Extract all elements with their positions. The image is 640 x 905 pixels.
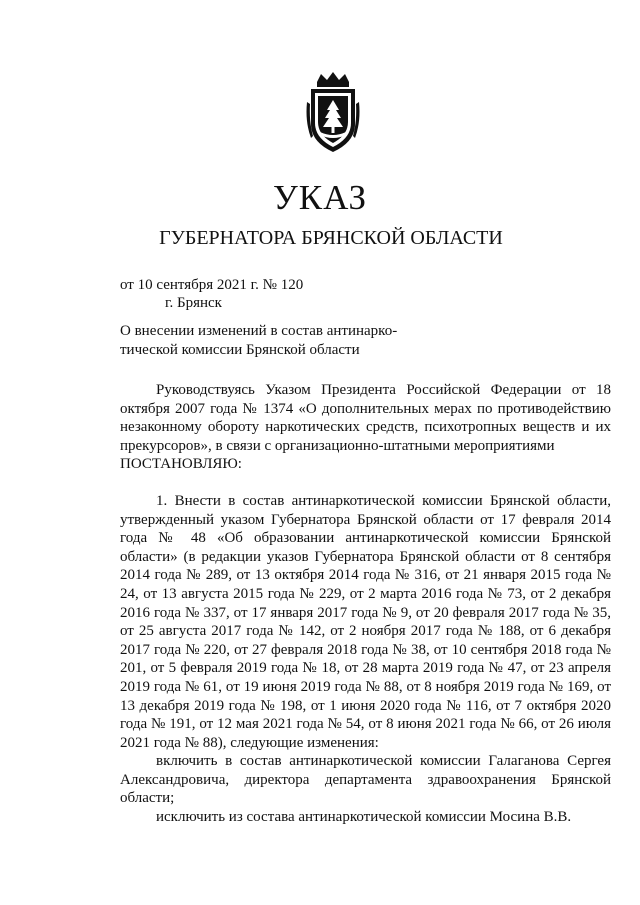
issuer-subtitle: ГУБЕРНАТОРА БРЯНСКОЙ ОБЛАСТИ	[159, 227, 503, 249]
city: г. Брянск	[165, 295, 222, 311]
document-body	[120, 381, 611, 827]
decree-keyword: ПОСТАНОВЛЯЮ:	[120, 456, 242, 473]
preamble-paragraph: Руководствуясь Указом Президента Российской Федерации от 18 октября 2007 года № 1374 «О дополнительных мерах по противодействию незаконному обороту наркотических средств, психотропных веществ и их прекурсоров», в связи с организационно-штатными мероприятиями	[120, 382, 611, 454]
include-paragraph: включить в состав антинаркотической комиссии Галаганова Сергея Александровича, директора департамента здравоохранения Брянской области;	[120, 753, 611, 807]
coat-of-arms-emblem	[303, 72, 363, 156]
document-title: УКАЗ	[272, 178, 368, 217]
subject-line-2: тической комиссии Брянской области	[120, 342, 360, 358]
date-and-number: от 10 сентября 2021 г. № 120	[120, 277, 304, 293]
spacer	[120, 474, 611, 492]
exclude-paragraph: исключить из состава антинаркотической комиссии Мосина В.В.	[156, 809, 572, 826]
document-meta	[120, 276, 303, 312]
subject-line-1: О внесении изменений в состав антинарко-	[120, 323, 398, 339]
subject-heading	[120, 322, 420, 360]
item-1-paragraph: 1. Внести в состав антинаркотической комиссии Брянской области, утвержденный указом Губернатора Брянской области от 17 февраля 2014 года № 48 «Об образовании антинаркотической комиссии Брянской области» (в редакции указов Губернатора Брянской области от 8 сентября 2014 года № 289, от 13 октября 2014 года № 316, от 21 января 2015 года № 24, от 13 августа 2015 года № 229, от 2 марта 2016 года № 73, от 2 декабря 2016 года № 337, от 17 января 2017 года № 9, от 20 февраля 2017 года № 35, от 25 августа 2017 года № 142, от 2 ноября 2017 года № 188, от 6 декабря 2017 года № 220, от 27 февраля 2018 года № 38, от 10 сентября 2018 года № 201, от 5 февраля 2019 года № 18, от 28 марта 2019 года № 47, от 23 апреля 2019 года № 61, от 19 июня 2019 года № 88, от 8 ноября 2019 года № 169, от 13 декабря 2019 года № 198, от 1 июня 2020 года № 116, от 7 октября 2020 года № 191, от 12 мая 2021 года № 54, от 8 июня 2021 года № 66, от 26 июля 2021 года № 88), следующие изменения:	[120, 492, 611, 751]
